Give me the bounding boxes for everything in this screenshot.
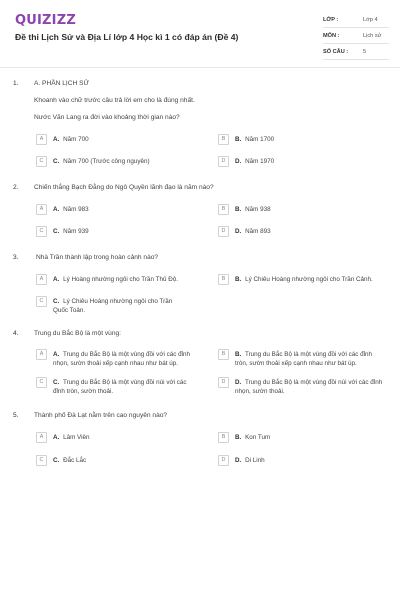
option-content: Lâm Viên bbox=[63, 434, 90, 441]
option-letter-box: B bbox=[218, 134, 229, 145]
option-label: C. bbox=[53, 158, 60, 165]
option-letter-box: A bbox=[36, 134, 47, 145]
answer-option-a[interactable] bbox=[36, 135, 89, 145]
question-text: Trung du Bắc Bộ là một vùng: bbox=[34, 330, 121, 337]
meta-key: MÔN : bbox=[323, 32, 340, 39]
option-label: D. bbox=[235, 228, 242, 235]
option-text bbox=[235, 205, 271, 214]
question-text: Thành phố Đà Lạt nằm trên cao nguyên nào? bbox=[34, 412, 168, 419]
option-letter-box: D bbox=[218, 455, 229, 466]
question-text: Nước Văn Lang ra đời vào khoảng thời gian nào? bbox=[34, 114, 180, 121]
option-text bbox=[53, 275, 178, 284]
option-text bbox=[53, 350, 196, 368]
answer-option-a[interactable] bbox=[36, 205, 89, 215]
answer-option-a[interactable] bbox=[36, 275, 178, 285]
meta-value: 5 bbox=[363, 48, 367, 55]
quizizz-logo: QUIZIZZ bbox=[15, 13, 76, 28]
option-text bbox=[235, 378, 383, 396]
option-content: Lý Chiêu Hoàng nhường ngôi cho Trần Quốc Toản. bbox=[53, 298, 173, 314]
option-text bbox=[235, 433, 270, 442]
option-content: Trung du Bắc Bộ là một vùng đồi với các đỉnh nhọn, sườn thoải xếp cạnh nhau như bát úp. bbox=[53, 351, 191, 367]
option-text bbox=[53, 227, 89, 236]
option-label: C. bbox=[53, 457, 60, 464]
document-title: Đề thi Lịch Sử và Địa Lí lớp 4 Học kì 1 có đáp án (Đề 4) bbox=[15, 32, 239, 42]
option-text bbox=[53, 378, 196, 396]
meta-key: SỐ CÂU : bbox=[323, 48, 349, 55]
option-content: Năm 983 bbox=[63, 206, 89, 213]
option-text bbox=[53, 205, 89, 214]
option-content: Di Linh bbox=[245, 457, 265, 464]
question-number: 1. bbox=[13, 80, 19, 87]
question-number: 3. bbox=[13, 254, 19, 261]
answer-option-b[interactable] bbox=[218, 350, 383, 368]
question-text: Nhà Trần thành lập trong hoàn cảnh nào? bbox=[36, 254, 159, 261]
option-content: Năm 939 bbox=[63, 228, 89, 235]
option-content: Đắc Lắc bbox=[63, 457, 87, 464]
option-label: D. bbox=[235, 457, 242, 464]
option-letter-box: C bbox=[36, 455, 47, 466]
option-label: A. bbox=[53, 206, 60, 213]
option-letter-box: C bbox=[36, 156, 47, 167]
option-text bbox=[235, 350, 383, 368]
option-content: Năm 938 bbox=[245, 206, 271, 213]
option-label: B. bbox=[235, 206, 242, 213]
answer-option-a[interactable] bbox=[36, 433, 90, 443]
option-letter-box: A bbox=[36, 204, 47, 215]
option-letter-box: C bbox=[36, 377, 47, 388]
question-text: Chiến thắng Bạch Đằng do Ngô Quyền lãnh đạo là năm nào? bbox=[34, 184, 214, 191]
answer-option-a[interactable] bbox=[36, 350, 196, 368]
option-label: B. bbox=[235, 434, 242, 441]
answer-option-b[interactable] bbox=[218, 433, 270, 443]
option-letter-box: C bbox=[36, 226, 47, 237]
option-text bbox=[53, 157, 150, 166]
option-label: D. bbox=[235, 158, 242, 165]
option-text bbox=[235, 135, 274, 144]
option-content: Năm 700 bbox=[63, 136, 89, 143]
option-label: A. bbox=[53, 434, 60, 441]
option-label: B. bbox=[235, 136, 242, 143]
option-text bbox=[53, 456, 86, 465]
question-instruction: Khoanh vào chữ trước câu trả lời em cho là đúng nhất. bbox=[34, 97, 195, 104]
option-label: A. bbox=[53, 136, 60, 143]
option-label: B. bbox=[235, 351, 242, 358]
option-label: C. bbox=[53, 228, 60, 235]
question-number: 4. bbox=[13, 330, 19, 337]
option-letter-box: B bbox=[218, 274, 229, 285]
answer-option-c[interactable] bbox=[36, 378, 196, 396]
option-letter-box: A bbox=[36, 349, 47, 360]
answer-option-c[interactable] bbox=[36, 456, 86, 466]
option-label: B. bbox=[235, 276, 242, 283]
question-number: 2. bbox=[13, 184, 19, 191]
answer-option-b[interactable] bbox=[218, 205, 271, 215]
option-label: D. bbox=[235, 379, 242, 386]
option-content: Trung du Bắc Bộ là một vùng đồi núi với các đỉnh nhọn, sườn thoải. bbox=[235, 379, 383, 395]
option-text bbox=[235, 227, 271, 236]
option-content: Năm 700 (Trước công nguyên) bbox=[63, 158, 150, 165]
option-label: C. bbox=[53, 298, 60, 305]
option-letter-box: B bbox=[218, 204, 229, 215]
option-letter-box: C bbox=[36, 296, 47, 307]
option-letter-box: A bbox=[36, 274, 47, 285]
meta-key: LỚP : bbox=[323, 16, 339, 23]
answer-option-b[interactable] bbox=[218, 135, 274, 145]
answer-option-d[interactable] bbox=[218, 227, 271, 237]
option-letter-box: B bbox=[218, 432, 229, 443]
option-content: Lý Chiêu Hoàng nhường ngôi cho Trần Cảnh. bbox=[245, 276, 373, 283]
question-section-heading: A. PHẦN LỊCH SỬ bbox=[34, 80, 90, 87]
option-content: Trung du Bắc Bộ là một vùng đồi núi với các đỉnh tròn, sườn thoải. bbox=[53, 379, 187, 395]
option-text bbox=[53, 135, 89, 144]
option-text bbox=[53, 433, 90, 442]
option-label: C. bbox=[53, 379, 60, 386]
answer-option-d[interactable] bbox=[218, 456, 265, 466]
option-letter-box: D bbox=[218, 156, 229, 167]
option-label: A. bbox=[53, 276, 60, 283]
option-text bbox=[235, 456, 265, 465]
question-number: 5. bbox=[13, 412, 19, 419]
answer-option-c[interactable] bbox=[36, 227, 89, 237]
answer-option-c[interactable] bbox=[36, 157, 150, 167]
option-content: Năm 1970 bbox=[245, 158, 275, 165]
option-letter-box: D bbox=[218, 377, 229, 388]
meta-value: Lịch sử bbox=[363, 32, 382, 39]
option-content: Lý Hoàng nhường ngôi cho Trần Thủ Độ. bbox=[63, 276, 179, 283]
option-content: Trung du Bắc Bộ là một vùng đồi với các đỉnh tròn, sườn thoải xếp cạnh nhau như bát úp. bbox=[235, 351, 373, 367]
option-content: Năm 1700 bbox=[245, 136, 275, 143]
answer-option-d[interactable] bbox=[218, 378, 383, 396]
answer-option-b[interactable] bbox=[218, 275, 373, 285]
option-text bbox=[235, 275, 373, 284]
option-letter-box: A bbox=[36, 432, 47, 443]
option-text bbox=[235, 157, 274, 166]
option-letter-box: B bbox=[218, 349, 229, 360]
option-letter-box: D bbox=[218, 226, 229, 237]
answer-option-c[interactable] bbox=[36, 297, 186, 315]
option-content: Năm 893 bbox=[245, 228, 271, 235]
option-label: A. bbox=[53, 351, 60, 358]
option-text bbox=[53, 297, 186, 315]
option-content: Kon Tum bbox=[245, 434, 271, 441]
answer-option-d[interactable] bbox=[218, 157, 274, 167]
meta-value: Lớp 4 bbox=[363, 16, 378, 23]
